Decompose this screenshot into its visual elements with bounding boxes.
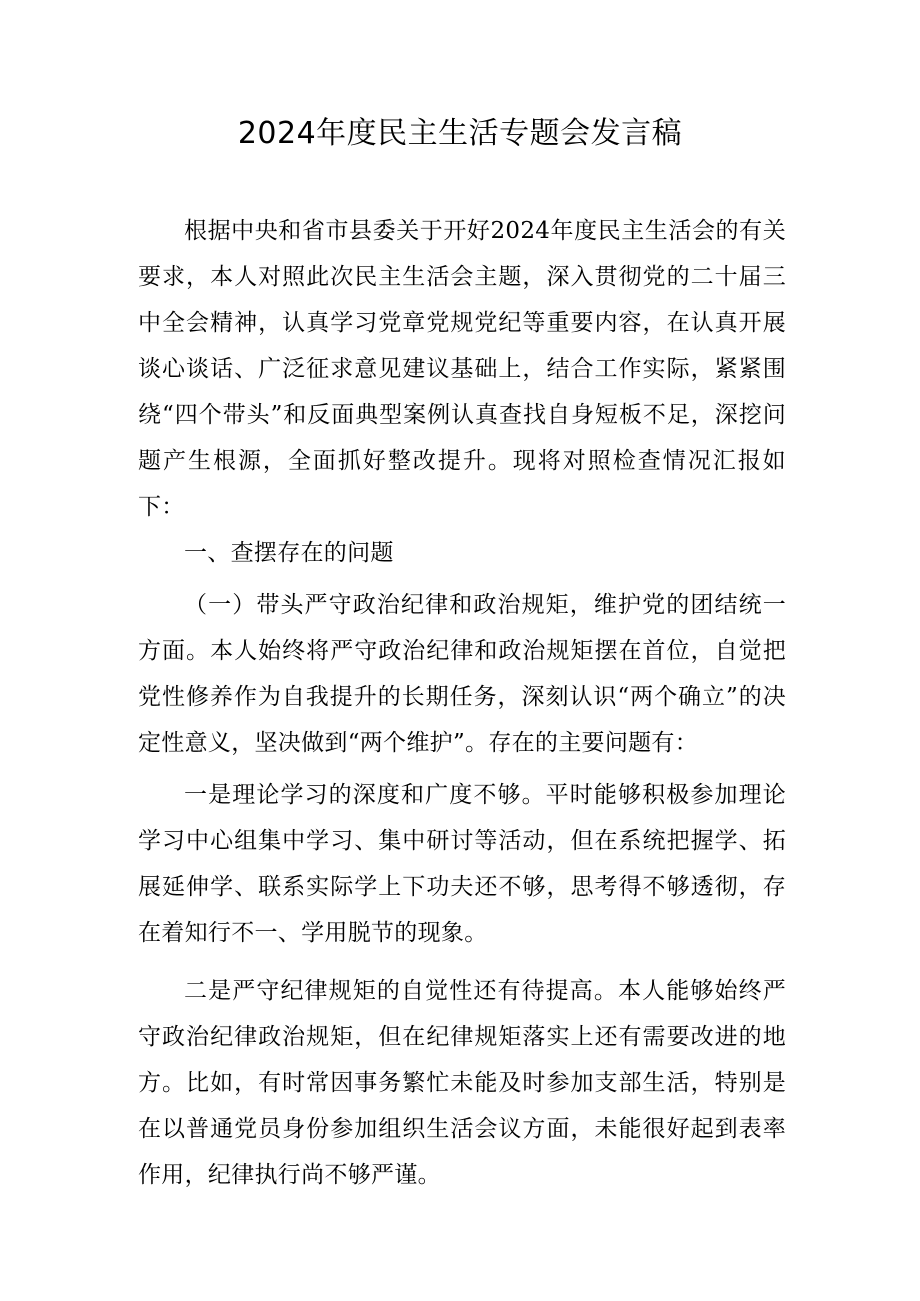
subsection-paragraph: （一）带头严守政治纪律和政治规矩，维护党的团结统一方面。本人始终将严守政治纪律和政治规矩摆在首位，自觉把党性修养作为自我提升的长期任务，深刻认识“两个确立”的决定性意义，坚决做到“两个维护”。存在的主要问题有：	[138, 592, 786, 756]
document-body	[138, 208, 786, 1198]
intro-paragraph: 根据中央和省市县委关于开好2024年度民主生活会的有关要求，本人对照此次民主生活会主题，深入贯彻党的二十届三中全会精神，认真学习党章党规党纪等重要内容，在认真开展谈心谈话、广泛征求意见建议基础上，结合工作实际，紧紧围绕“四个带头”和反面典型案例认真查找自身短板不足，深挖问题产生根源，全面抓好整改提升。现将对照检查情况汇报如下：	[138, 218, 786, 520]
issue-one-paragraph: 一是理论学习的深度和广度不够。平时能够积极参加理论学习中心组集中学习、集中研讨等活动，但在系统把握学、拓展延伸学、联系实际学上下功夫还不够，思考得不够透彻，存在着知行不一、学用脱节的现象。	[138, 782, 786, 946]
document-title: 2024年度民主生活专题会发言稿	[237, 116, 683, 151]
issue-two-paragraph: 二是严守纪律规矩的自觉性还有待提高。本人能够始终严守政治纪律政治规矩，但在纪律规矩落实上还有需要改进的地方。比如，有时常因事务繁忙未能及时参加支部生活，特别是在以普通党员身份参加组织生活会议方面，未能很好起到表率作用，纪律执行尚不够严谨。	[138, 978, 786, 1188]
section-heading: 一、查摆存在的问题	[184, 540, 394, 566]
